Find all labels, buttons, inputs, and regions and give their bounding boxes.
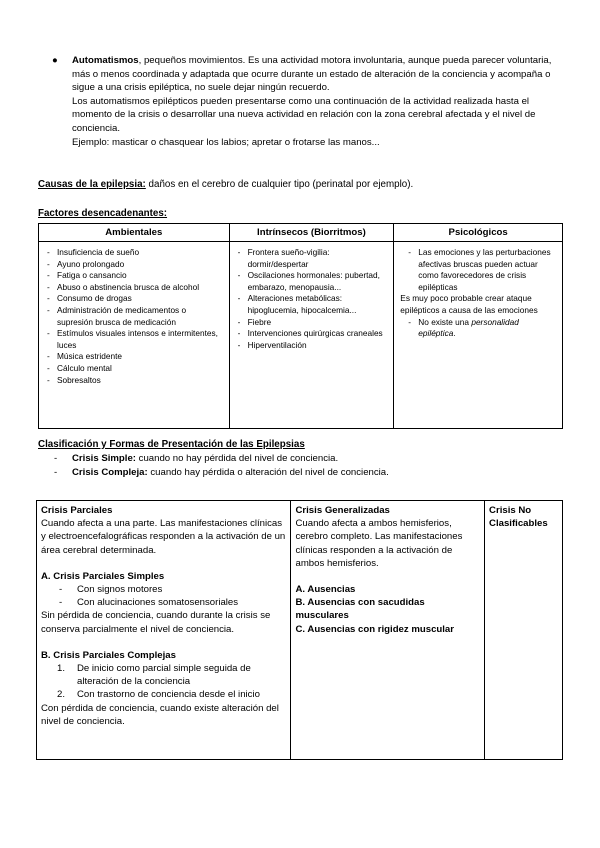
list-item: C. Ausencias con rigidez muscular <box>295 623 455 635</box>
automatismos-detail: Los automatismos epilépticos pueden presentarse como una continuación de la actividad realizada hasta el momento de la crisis o desarrollar una nueva actividad en relación con la zona cerebral afectada y el nivel de conciencia. <box>72 95 536 134</box>
crisis-generalizadas-desc: Cuando afecta a ambos hemisferios, cerebro completo. Las manifestaciones clínicas responden a la activación de ambos hemisferios. <box>295 518 463 569</box>
crisis-parciales-cell <box>37 501 291 760</box>
crisis-no-clasificables-title: Crisis No Clasificables <box>489 505 548 530</box>
crisis-complejas-list <box>57 662 286 702</box>
causas-heading: Causas de la epilepsia: <box>38 179 146 190</box>
automatismos-term: Automatismos <box>72 55 139 66</box>
list-item: - Insuficiencia de sueño <box>45 247 223 259</box>
psicologicos-cell <box>394 242 563 429</box>
automatismos-section <box>52 54 560 149</box>
list-item: - Crisis Compleja: cuando hay pérdida o alteración del nivel de conciencia. <box>54 466 389 480</box>
factores-heading: Factores desencadenantes: <box>38 208 168 219</box>
bullet-icon: ● <box>52 55 58 66</box>
ambientales-list <box>45 247 223 386</box>
col-intrinsecos: Intrínsecos (Biorritmos) <box>229 224 394 242</box>
list-item: - Abuso o abstinencia brusca de alcohol <box>45 282 223 294</box>
list-item: B. Ausencias con sacudidas musculares <box>295 597 425 622</box>
intrinsecos-list <box>236 247 388 351</box>
crisis-row <box>37 501 563 760</box>
list-item: - Ayuno prolongado <box>45 259 223 271</box>
causas-section <box>38 179 563 190</box>
list-item: 2. Con trastorno de conciencia desde el inicio <box>57 689 260 701</box>
col-ambientales: Ambientales <box>39 224 230 242</box>
psicologicos-list-1 <box>406 247 556 293</box>
automatismos-example: Ejemplo: masticar o chasquear los labios; apretar o frotarse las manos... <box>72 136 380 148</box>
intrinsecos-cell <box>229 242 394 429</box>
list-item: - Fiebre <box>236 317 388 329</box>
list-item: - Cálculo mental <box>45 363 223 375</box>
list-item: - Sobresaltos <box>45 375 223 387</box>
list-item: - Las emociones y las perturbaciones afectivas bruscas pueden actuar como favorecedores de crisis epilépticas <box>406 247 556 293</box>
list-item: - No existe una personalidad epiléptica. <box>406 317 556 340</box>
list-item: - Oscilaciones hormonales: pubertad, embarazo, menopausia... <box>236 270 388 293</box>
crisis-simples-note: Sin pérdida de conciencia, cuando durante la crisis se conserva parcialmente el nivel de conciencia. <box>41 610 271 635</box>
factores-table <box>38 223 563 429</box>
factores-body-row <box>39 242 563 429</box>
crisis-simples-list <box>59 583 286 609</box>
list-item: - Fatiga o cansancio <box>45 270 223 282</box>
list-item: - Administración de medicamentos o supresión brusca de medicación <box>45 305 223 328</box>
ambientales-cell <box>39 242 230 429</box>
list-item: - Consumo de drogas <box>45 293 223 305</box>
crisis-complejas-note: Con pérdida de conciencia, cuando existe alteración del nivel de conciencia. <box>41 702 279 727</box>
clasificacion-heading: Clasificación y Formas de Presentación de las Epilepsias <box>38 439 305 450</box>
crisis-table <box>36 500 563 760</box>
list-item: - Frontera sueño-vigilia: dormir/despertar <box>236 247 388 270</box>
crisis-simples-title: A. Crisis Parciales Simples <box>41 570 165 582</box>
crisis-parciales-desc: Cuando afecta a una parte. Las manifestaciones clínicas y electroencefalográficas responden a la activación de un área cerebral determinada. <box>41 518 286 556</box>
list-item: - Hiperventilación <box>236 340 388 352</box>
causas-text: daños en el cerebro de cualquier tipo (perinatal por ejemplo). <box>145 179 414 190</box>
col-psicologicos: Psicológicos <box>394 224 563 242</box>
list-item: - Crisis Simple: cuando no hay pérdida del nivel de conciencia. <box>54 452 389 466</box>
list-item: - Con alucinaciones somatosensoriales <box>59 596 286 609</box>
crisis-generalizadas-cell <box>291 501 485 760</box>
clasificacion-list <box>54 452 389 480</box>
psicologicos-list-2 <box>406 317 556 340</box>
automatismos-intro: Automatismos, pequeños movimientos. Es una actividad motora involuntaria, aunque pueda parecer voluntaria, más o menos coordinada y adaptada que ocurre durante un estado de alteración de la conciencia y acompaña o sigue a una crisis epiléptica, no suele dejar ningún recuerdo. <box>72 55 552 94</box>
list-item: - Estímulos visuales intensos e intermitentes, luces <box>45 328 223 351</box>
crisis-parciales-title: Crisis Parciales <box>41 505 113 516</box>
list-item: - Con signos motores <box>59 583 286 596</box>
factores-header-row <box>39 224 563 242</box>
list-item: - Alteraciones metabólicas: hipoglucemia, hipocalcemia... <box>236 293 388 316</box>
psicologicos-text: Es muy poco probable crear ataque epilépticos a causa de las emociones <box>400 293 538 315</box>
list-item: - Música estridente <box>45 351 223 363</box>
list-item: 1. De inicio como parcial simple seguida de alteración de la conciencia <box>57 663 251 688</box>
crisis-complejas-title: B. Crisis Parciales Complejas <box>41 649 176 661</box>
crisis-no-clasificables-cell <box>485 501 563 760</box>
list-item: A. Ausencias <box>295 584 356 596</box>
crisis-generalizadas-title: Crisis Generalizadas <box>295 505 390 516</box>
list-item: - Intervenciones quirúrgicas craneales <box>236 328 388 340</box>
